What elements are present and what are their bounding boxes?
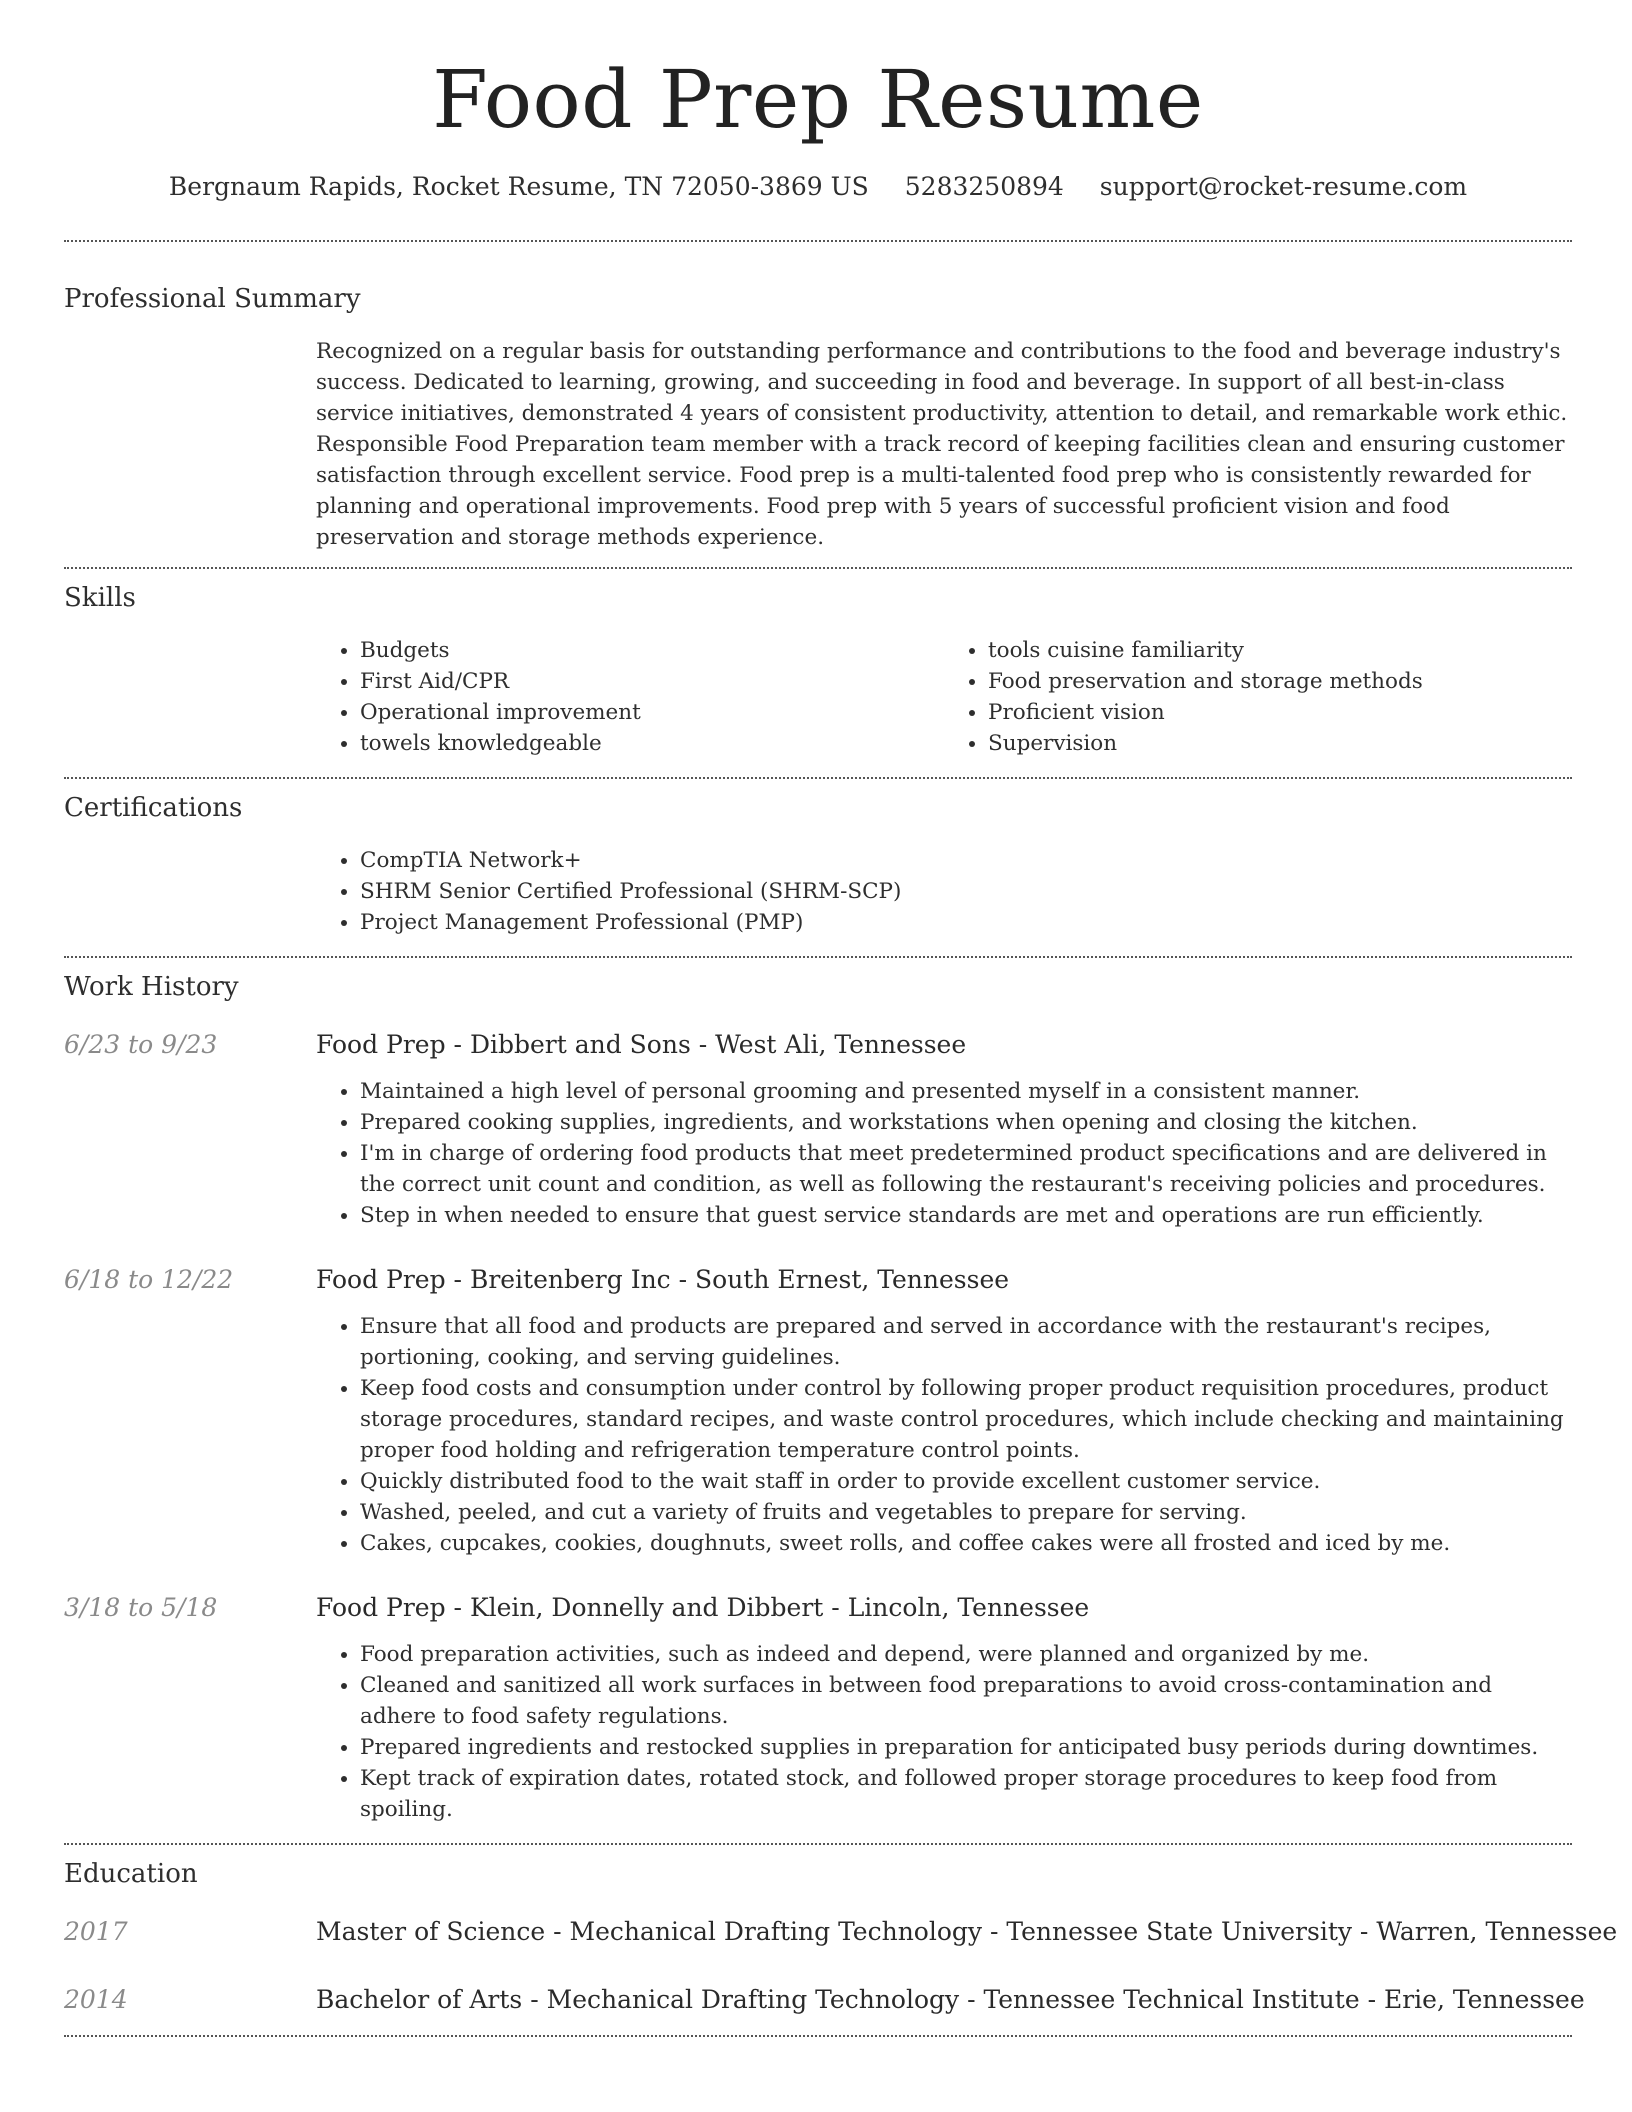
- job-bullets: [316, 1076, 1572, 1231]
- resume-page: [64, 0, 1618, 2037]
- job-bullet: • Prepared cooking supplies, ingredients, and workstations when opening and closing the kitchen.: [360, 1107, 1572, 1138]
- education-heading: Education: [64, 1859, 198, 1889]
- education-degree: Master of Science - Mechanical Drafting Technology - Tennessee State University - Warren, Tennessee: [316, 1917, 1618, 1946]
- job-bullet: • Step in when needed to ensure that guest service standards are met and operations are run efficiently.: [360, 1200, 1572, 1231]
- education-year: 2017: [64, 1917, 128, 1946]
- job-title: Food Prep - Breitenberg Inc - South Ernest, Tennessee: [316, 1265, 1010, 1294]
- job-entry: [64, 1263, 1572, 1559]
- education-section: [64, 1845, 1618, 2035]
- contact-email: support@rocket-resume.com: [1099, 172, 1468, 201]
- summary-heading: Professional Summary: [64, 284, 361, 314]
- certification-item: • CompTIA Network+: [360, 845, 1572, 876]
- skills-column-right: [944, 635, 1572, 759]
- certifications-section: [64, 779, 1572, 956]
- job-entry: [64, 1591, 1572, 1825]
- skills-heading: Skills: [64, 583, 136, 613]
- job-dates: 3/18 to 5/18: [64, 1593, 218, 1622]
- work-heading: Work History: [64, 972, 239, 1002]
- job-bullet: • Keep food costs and consumption under control by following proper product requisition procedures, product storage procedures, standard recipes, and waste control procedures, which include checking and maintaining proper food holding and refrigeration temperature control points.: [360, 1373, 1572, 1466]
- job-dates: 6/23 to 9/23: [64, 1030, 218, 1059]
- skill-item: • Operational improvement: [360, 697, 944, 728]
- job-bullet: • Washed, peeled, and cut a variety of fruits and vegetables to prepare for serving.: [360, 1497, 1572, 1528]
- skill-item: • Food preservation and storage methods: [988, 666, 1572, 697]
- job-bullet: • I'm in charge of ordering food products that meet predetermined product specifications and are delivered in the correct unit count and condition, as well as following the restaurant's receiving policies and procedures.: [360, 1138, 1572, 1200]
- certification-item: • Project Management Professional (PMP): [360, 907, 1572, 938]
- job-bullet: • Quickly distributed food to the wait staff in order to provide excellent customer service.: [360, 1466, 1572, 1497]
- job-bullet: • Cleaned and sanitized all work surfaces in between food preparations to avoid cross-contamination and adhere to food safety regulations.: [360, 1670, 1572, 1732]
- summary-section: [64, 242, 1572, 567]
- divider: [64, 2035, 1572, 2037]
- job-title: Food Prep - Dibbert and Sons - West Ali, Tennessee: [316, 1030, 967, 1059]
- job-bullet: • Prepared ingredients and restocked supplies in preparation for anticipated busy periods during downtimes.: [360, 1732, 1572, 1763]
- resume-title: Food Prep Resume: [432, 53, 1204, 146]
- education-entry: [64, 1983, 1585, 2017]
- job-bullets: [316, 1311, 1572, 1559]
- skills-section: [64, 569, 1572, 777]
- skill-item: • Budgets: [360, 635, 944, 666]
- summary-text: Recognized on a regular basis for outstanding performance and contributions to the food and beverage industry's success. Dedicated to learning, growing, and succeeding in food and beverage. In support of all best-in-class service initiatives, demonstrated 4 years of consistent productivity, attention to detail, and remarkable work ethic. Responsible Food Preparation team member with a track record of keeping facilities clean and ensuring customer satisfaction through excellent service. Food prep is a multi-talented food prep who is consistently rewarded for planning and operational improvements. Food prep with 5 years of successful proficient vision and food preservation and storage methods experience.: [316, 339, 1568, 550]
- job-title: Food Prep - Klein, Donnelly and Dibbert - Lincoln, Tennessee: [316, 1593, 1090, 1622]
- contact-address: Bergnaum Rapids, Rocket Resume, TN 72050-3869 US: [168, 172, 869, 201]
- certifications-list: [316, 845, 1572, 956]
- job-bullet: • Cakes, cupcakes, cookies, doughnuts, sweet rolls, and coffee cakes were all frosted and iced by me.: [360, 1528, 1572, 1559]
- job-bullets: [316, 1639, 1572, 1825]
- job-dates: 6/18 to 12/22: [64, 1265, 234, 1294]
- contact-phone: 5283250894: [904, 172, 1064, 201]
- skill-item: • tools cuisine familiarity: [988, 635, 1572, 666]
- job-entry: [64, 1028, 1572, 1231]
- certification-item: • SHRM Senior Certified Professional (SHRM-SCP): [360, 876, 1572, 907]
- skills-list: [316, 635, 1572, 777]
- skill-item: • First Aid/CPR: [360, 666, 944, 697]
- job-bullet: • Food preparation activities, such as indeed and depend, were planned and organized by me.: [360, 1639, 1572, 1670]
- contact-line: [64, 170, 1572, 204]
- job-bullet: • Kept track of expiration dates, rotated stock, and followed proper storage procedures to keep food from spoiling.: [360, 1763, 1572, 1825]
- skill-item: • towels knowledgeable: [360, 728, 944, 759]
- education-degree: Bachelor of Arts - Mechanical Drafting Technology - Tennessee Technical Institute - Erie, Tennessee: [316, 1985, 1585, 2014]
- job-bullet: • Maintained a high level of personal grooming and presented myself in a consistent manner.: [360, 1076, 1572, 1107]
- work-section: [64, 958, 1572, 1843]
- skills-column-left: [316, 635, 944, 759]
- certifications-heading: Certifications: [64, 793, 243, 823]
- skill-item: • Proficient vision: [988, 697, 1572, 728]
- education-entry: [64, 1915, 1618, 1949]
- skill-item: • Supervision: [988, 728, 1572, 759]
- education-year: 2014: [64, 1985, 128, 2014]
- job-bullet: • Ensure that all food and products are prepared and served in accordance with the restaurant's recipes, portioning, cooking, and serving guidelines.: [360, 1311, 1572, 1373]
